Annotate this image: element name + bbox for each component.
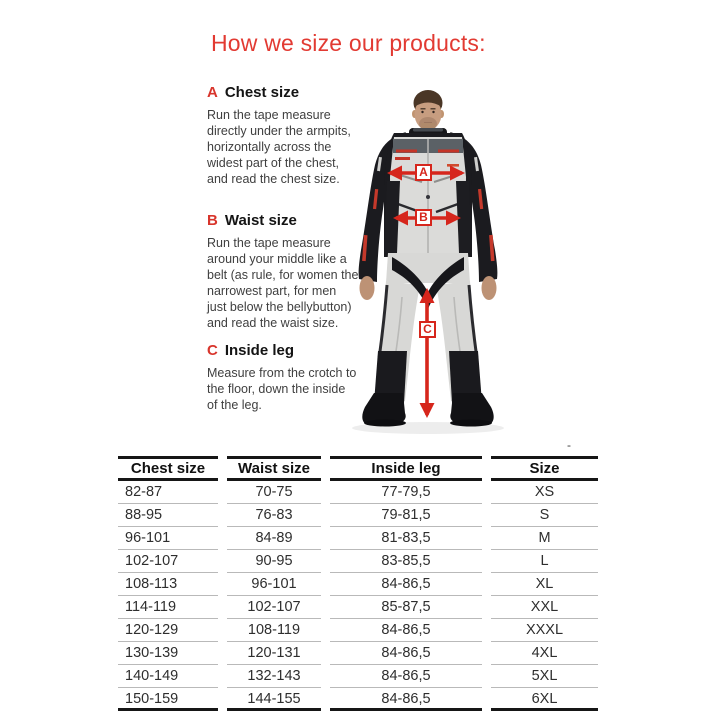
measure-letter-c: C [207,342,218,359]
table-cell: XXL [491,596,598,619]
table-cell: M [491,527,598,550]
size-column-footnote-mark: - [567,438,571,452]
table-cell: 140-149 [118,665,218,688]
table-cell: 83-85,5 [330,550,482,573]
table-cell: 150-159 [118,688,218,711]
table-cell: 84-89 [227,527,321,550]
table-cell: 132-143 [227,665,321,688]
section-title: Inside leg [224,342,295,359]
model-hand-left [360,276,375,300]
column-header-waist-size: Waist size [227,456,321,481]
measure-letter-b: B [207,212,218,229]
table-cell: 114-119 [118,596,218,619]
table-cell: 102-107 [227,596,321,619]
page-title: How we size our products: [211,30,486,56]
model-hand-right [482,276,497,300]
table-cell: XS [491,481,598,504]
table-cell: 102-107 [118,550,218,573]
table-cell: 5XL [491,665,598,688]
table-cell: 4XL [491,642,598,665]
section-description: Run the tape measure directly under the armpits, horizontally across the widest part of the chest, and read the chest size. [207,108,351,186]
table-cell: 88-95 [118,504,218,527]
table-cell: 108-119 [227,619,321,642]
measure-letter-a: A [207,84,218,101]
table-cell: 84-86,5 [330,619,482,642]
table-cell: 84-86,5 [330,688,482,711]
table-cell: XL [491,573,598,596]
table-cell: 120-129 [118,619,218,642]
table-cell: 82-87 [118,481,218,504]
section-description: Run the tape measure around your middle like a belt (as rule, for women the narrowest part, for men just below the bellybutton) and read the waist size. [207,236,359,330]
table-cell: 90-95 [227,550,321,573]
chest-measure-label: A [415,164,432,181]
size-table [118,456,598,711]
section-title: Waist size [224,212,297,229]
table-cell: 120-131 [227,642,321,665]
table-cell: 130-139 [118,642,218,665]
table-cell: 6XL [491,688,598,711]
table-cell: 96-101 [227,573,321,596]
table-cell: 85-87,5 [330,596,482,619]
table-cell: 84-86,5 [330,573,482,596]
table-cell: 79-81,5 [330,504,482,527]
table-cell: 70-75 [227,481,321,504]
waist-measure-label: B [415,209,432,226]
column-header-inside-leg: Inside leg [330,456,482,481]
section-title: Chest size [224,84,300,101]
column-header-chest-size: Chest size [118,456,218,481]
table-cell: 81-83,5 [330,527,482,550]
table-cell: 84-86,5 [330,642,482,665]
size-model-figure [330,85,530,445]
table-cell: 84-86,5 [330,665,482,688]
table-cell: XXXL [491,619,598,642]
table-cell: 77-79,5 [330,481,482,504]
table-cell: 108-113 [118,573,218,596]
table-cell: L [491,550,598,573]
table-cell: 96-101 [118,527,218,550]
table-cell: 144-155 [227,688,321,711]
column-header-size: Size [491,456,598,481]
inside-leg-measure-label: C [419,321,436,338]
section-description: Measure from the crotch to the floor, down the inside of the leg. [207,366,357,412]
model-illustration [330,85,530,445]
table-cell: 76-83 [227,504,321,527]
table-cell: S [491,504,598,527]
